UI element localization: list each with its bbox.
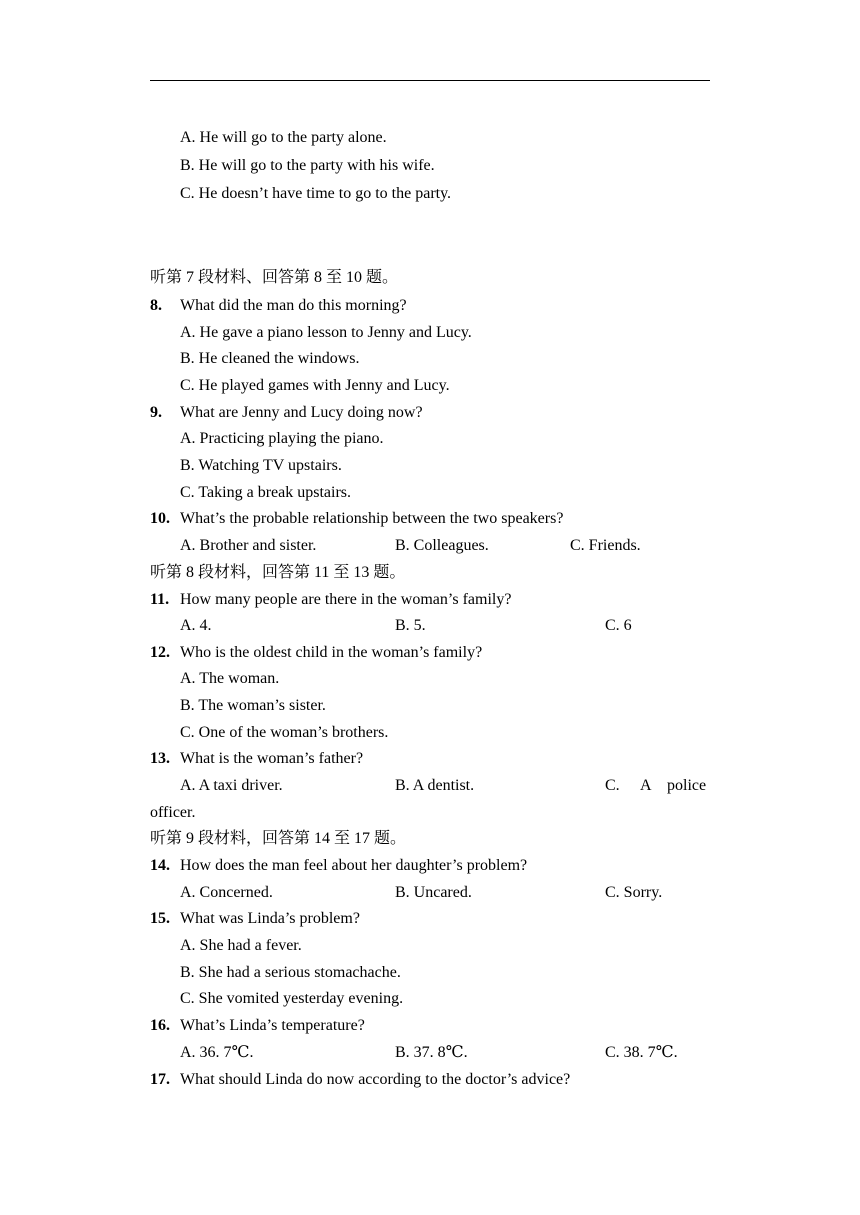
question-text: What should Linda do now according to the doctor’s advice? bbox=[180, 1071, 571, 1088]
option: C. He played games with Jenny and Lucy. bbox=[180, 377, 450, 394]
option: B. Colleagues. bbox=[395, 537, 489, 554]
header-rule bbox=[150, 80, 710, 81]
option: C. She vomited yesterday evening. bbox=[180, 990, 404, 1007]
question-number: 10. bbox=[150, 510, 170, 527]
question-text: Who is the oldest child in the woman’s family? bbox=[180, 644, 483, 661]
option: B. Watching TV upstairs. bbox=[180, 457, 342, 474]
option: B. She had a serious stomachache. bbox=[180, 964, 401, 981]
option: B. The woman’s sister. bbox=[180, 697, 326, 714]
option: A. She had a fever. bbox=[180, 937, 302, 954]
section-heading-9: 听第 9 段材料，回答第 14 至 17 题。 bbox=[150, 830, 407, 847]
question-text: What is the woman’s father? bbox=[180, 750, 364, 767]
option: B. A dentist. bbox=[395, 777, 475, 794]
option: A. A taxi driver. bbox=[180, 777, 283, 794]
question-text: How many people are there in the woman’s family? bbox=[180, 591, 512, 608]
question-number: 17. bbox=[150, 1071, 170, 1088]
section-heading-7: 听第 7 段材料、回答第 8 至 10 题。 bbox=[150, 269, 399, 286]
question-text: What did the man do this morning? bbox=[180, 297, 407, 314]
option: C. Sorry. bbox=[605, 884, 663, 901]
option: A. 4. bbox=[180, 617, 212, 634]
option: A. Brother and sister. bbox=[180, 537, 317, 554]
top-option-b: B. He will go to the party with his wife. bbox=[180, 157, 435, 174]
question-number: 15. bbox=[150, 910, 170, 927]
option: A. The woman. bbox=[180, 670, 280, 687]
option: C. bbox=[605, 777, 620, 794]
question-number: 13. bbox=[150, 750, 170, 767]
option: C. One of the woman’s brothers. bbox=[180, 724, 389, 741]
option: A. Concerned. bbox=[180, 884, 273, 901]
question-number: 11. bbox=[150, 591, 170, 608]
question-text: How does the man feel about her daughter’s problem? bbox=[180, 857, 528, 874]
question-text: What’s the probable relationship between the two speakers? bbox=[180, 510, 564, 527]
option: A. 36. 7℃. bbox=[180, 1044, 254, 1061]
question-text: What was Linda’s problem? bbox=[180, 910, 360, 927]
option: B. 37. 8℃. bbox=[395, 1044, 468, 1061]
option: B. Uncared. bbox=[395, 884, 472, 901]
section-heading-8: 听第 8 段材料，回答第 11 至 13 题。 bbox=[150, 564, 406, 581]
question-number: 12. bbox=[150, 644, 170, 661]
question-number: 8. bbox=[150, 297, 162, 314]
option: C. Friends. bbox=[570, 537, 641, 554]
option: B. 5. bbox=[395, 617, 426, 634]
option: A. Practicing playing the piano. bbox=[180, 430, 384, 447]
question-number: 16. bbox=[150, 1017, 170, 1034]
top-option-a: A. He will go to the party alone. bbox=[180, 129, 387, 146]
question-text: What are Jenny and Lucy doing now? bbox=[180, 404, 423, 421]
question-text: What’s Linda’s temperature? bbox=[180, 1017, 365, 1034]
option: C. 6 bbox=[605, 617, 632, 634]
option: A bbox=[640, 777, 652, 794]
option: B. He cleaned the windows. bbox=[180, 350, 360, 367]
option: C. Taking a break upstairs. bbox=[180, 484, 351, 501]
question-number: 14. bbox=[150, 857, 170, 874]
top-option-c: C. He doesn’t have time to go to the party. bbox=[180, 185, 452, 202]
question-number: 9. bbox=[150, 404, 162, 421]
option: police bbox=[667, 777, 707, 794]
option: officer. bbox=[150, 804, 196, 821]
option: C. 38. 7℃. bbox=[605, 1044, 678, 1061]
option: A. He gave a piano lesson to Jenny and Lucy. bbox=[180, 324, 472, 341]
